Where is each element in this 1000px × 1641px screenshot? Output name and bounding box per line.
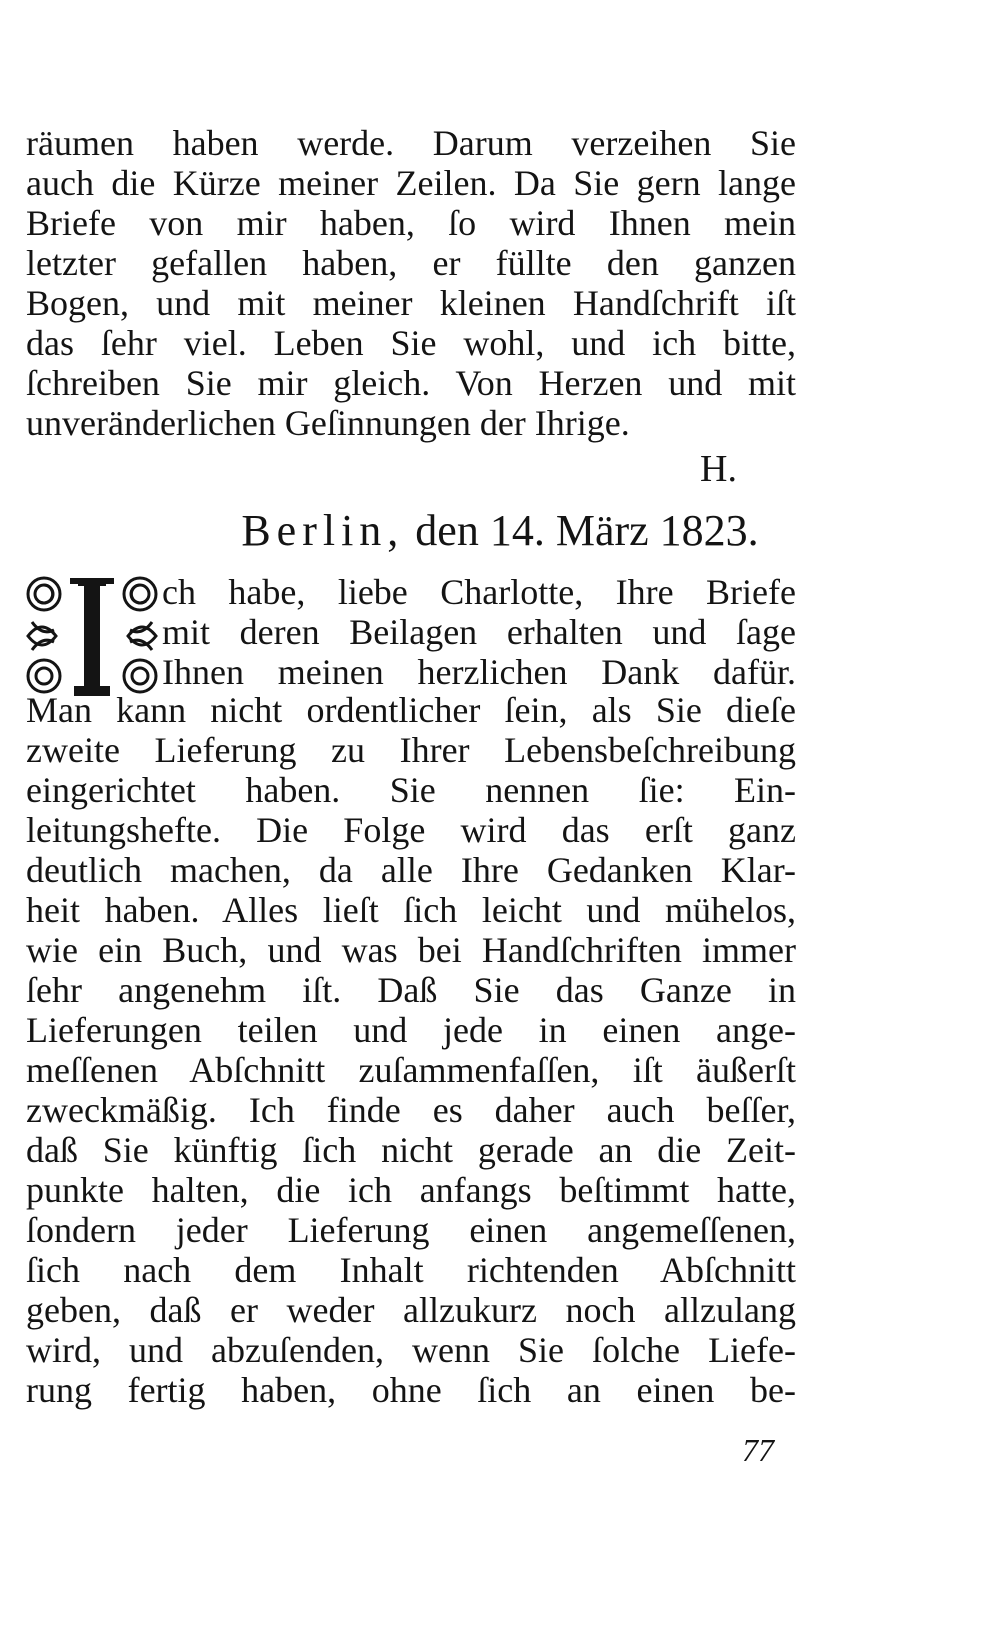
text-line: rung fertig haben, ohne ſich an einen be-: [26, 1370, 796, 1410]
text-line: ſchreiben Sie mir gleich. Von Herzen und mit: [26, 363, 796, 403]
text-line: meſſenen Abſchnitt zuſammenfaſſen, iſt äußerſt: [26, 1050, 796, 1090]
text-line: zweckmäßig. Ich finde es daher auch beſſer,: [26, 1090, 796, 1130]
text-line: geben, daß er weder allzukurz noch allzulang: [26, 1290, 796, 1330]
text-line: leitungshefte. Die Folge wird das erſt ganz: [26, 810, 796, 850]
text-line: Man kann nicht ordentlicher ſein, als Sie dieſe: [26, 690, 796, 730]
text-line: daß Sie künftig ſich nicht gerade an die Zeit-: [26, 1130, 796, 1170]
text-line: auch die Kürze meiner Zeilen. Da Sie gern lange: [26, 163, 796, 203]
text-line: ſondern jeder Lieferung einen angemeſſenen,: [26, 1210, 796, 1250]
text-line: Briefe von mir haben, ſo wird Ihnen mein: [26, 203, 796, 243]
text-line: räumen haben werde. Darum verzeihen Sie: [26, 123, 796, 163]
text-line: wird, und abzuſenden, wenn Sie ſolche Liefe-: [26, 1330, 796, 1370]
ornamental-initial-icon: [22, 572, 162, 702]
letter-heading: [0, 503, 1000, 559]
text-line: eingerichtet haben. Sie nennen ſie: Ein-: [26, 770, 796, 810]
text-line: wie ein Buch, und was bei Handſchriften immer: [26, 930, 796, 970]
page-number: 77: [742, 1432, 774, 1468]
text-line: Bogen, und mit meiner kleinen Handſchrift iſt: [26, 283, 796, 323]
text-line: zweite Lieferung zu Ihrer Lebensbeſchreibung: [26, 730, 796, 770]
text-line: heit haben. Alles lieſt ſich leicht und mühelos,: [26, 890, 796, 930]
text-line: mit deren Beilagen erhalten und ſage: [162, 612, 796, 652]
heading-date: den 14. März 1823.: [415, 506, 759, 555]
text-line: unveränderlichen Geſinnungen der Ihrige.: [26, 403, 630, 443]
text-line: ſehr angenehm iſt. Daß Sie das Ganze in: [26, 970, 796, 1010]
text-line: deutlich machen, da alle Ihre Gedanken Klar-: [26, 850, 796, 890]
signature: H.: [700, 448, 737, 490]
text-line: punkte halten, die ich anfangs beſtimmt hatte,: [26, 1170, 796, 1210]
text-line: Ihnen meinen herzlichen Dank dafür.: [162, 652, 796, 692]
text-line: ch habe, liebe Charlotte, Ihre Briefe: [162, 572, 796, 612]
text-line: letzter gefallen haben, er füllte den ganzen: [26, 243, 796, 283]
text-line: ſich nach dem Inhalt richtenden Abſchnitt: [26, 1250, 796, 1290]
text-line: das ſehr viel. Leben Sie wohl, und ich bitte,: [26, 323, 796, 363]
text-line: Lieferungen teilen und jede in einen ange-: [26, 1010, 796, 1050]
heading-place: Berlin,: [241, 506, 405, 555]
